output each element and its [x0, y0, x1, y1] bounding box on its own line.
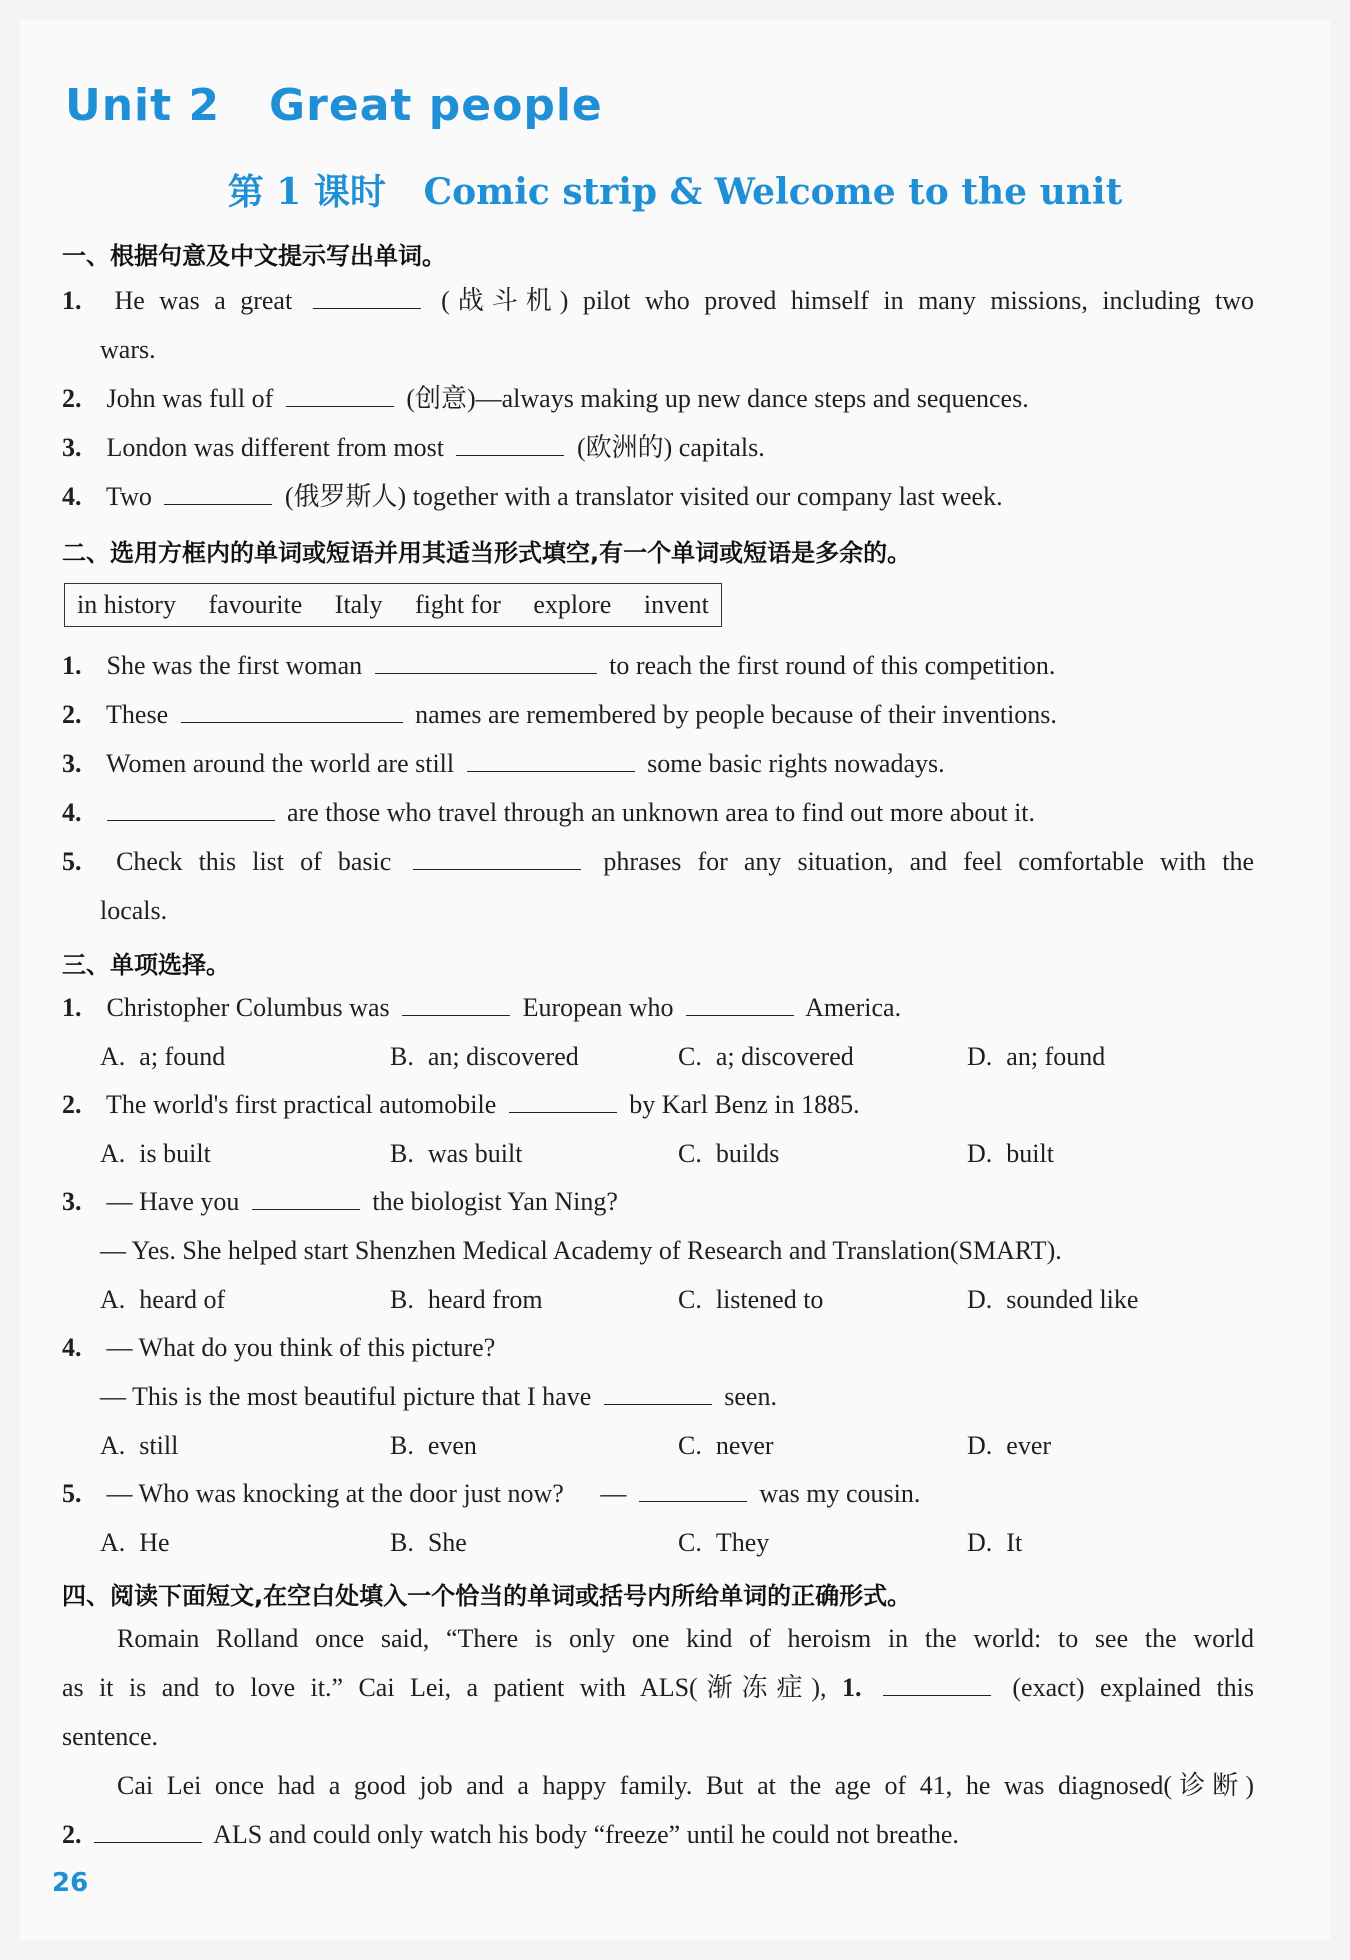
- answer-blank[interactable]: [883, 1673, 991, 1696]
- question-number: 4.: [62, 1333, 82, 1362]
- question-number: 3.: [62, 749, 82, 778]
- answer-blank[interactable]: [181, 700, 403, 723]
- option-c[interactable]: C. builds: [678, 1139, 780, 1168]
- question-text: (创意)—always making up new dance steps and sequences.: [406, 384, 1029, 413]
- question-text: The world's first practical automobile: [106, 1090, 497, 1119]
- question-text: to reach the first round of this competition.: [609, 651, 1056, 680]
- option-b[interactable]: B. She: [390, 1528, 467, 1557]
- word-option: invent: [643, 590, 709, 619]
- option-d[interactable]: D. It: [967, 1528, 1023, 1557]
- answer-blank[interactable]: [467, 749, 635, 772]
- option-c[interactable]: C. never: [678, 1431, 774, 1460]
- option-a[interactable]: A. a; found: [100, 1042, 226, 1071]
- option-b[interactable]: B. even: [390, 1431, 477, 1460]
- word-option: favourite: [208, 590, 303, 619]
- question-text: seen.: [724, 1382, 777, 1411]
- answer-blank[interactable]: [375, 651, 597, 674]
- passage-line: sentence.: [62, 1722, 159, 1751]
- blank-number: 1.: [842, 1673, 862, 1702]
- question-text: was my cousin.: [759, 1479, 921, 1508]
- answer-blank[interactable]: [604, 1382, 712, 1405]
- question-text: (欧洲的) capitals.: [576, 433, 765, 462]
- option-b[interactable]: B. an; discovered: [390, 1042, 579, 1071]
- option-d[interactable]: D. ever: [967, 1431, 1052, 1460]
- option-d[interactable]: D. built: [967, 1139, 1054, 1168]
- question-number: 5.: [62, 847, 82, 876]
- passage-line: [62, 1817, 1254, 1853]
- word-box: [64, 583, 722, 627]
- question-text: John was full of: [106, 384, 274, 413]
- answer-blank[interactable]: [402, 993, 510, 1016]
- word-option: Italy: [334, 590, 383, 619]
- question-text: names are remembered by people because of their inventions.: [415, 700, 1057, 729]
- option-a[interactable]: A. is built: [100, 1139, 211, 1168]
- option-c[interactable]: C. They: [678, 1528, 770, 1557]
- option-a[interactable]: A. He: [100, 1528, 170, 1557]
- question-text: —: [600, 1479, 627, 1508]
- question-number: 1.: [62, 993, 82, 1022]
- option-d[interactable]: D. sounded like: [967, 1285, 1139, 1314]
- section-3-heading: 三、单项选择。: [62, 951, 230, 979]
- question-text: European who: [522, 993, 674, 1022]
- s1-q2: [62, 381, 1254, 417]
- s1-q4: [62, 479, 1254, 515]
- option-a[interactable]: A. heard of: [100, 1285, 226, 1314]
- section-2-heading: 二、选用方框内的单词或短语并用其适当形式填空,有一个单词或短语是多余的。: [62, 539, 912, 567]
- s2-q1: [62, 648, 1254, 684]
- question-text: London was different from most: [106, 433, 444, 462]
- question-number: 2.: [62, 700, 82, 729]
- question-number: 4.: [62, 482, 82, 511]
- question-text: These: [106, 700, 169, 729]
- answer-blank[interactable]: [107, 798, 275, 821]
- question-text: — Have you: [106, 1187, 240, 1216]
- unit-title: Unit 2 Great people: [65, 80, 603, 131]
- question-text: are those who travel through an unknown area to find out more about it.: [287, 798, 1036, 827]
- answer-blank[interactable]: [413, 847, 581, 870]
- question-number: 5.: [62, 1479, 82, 1508]
- option-c[interactable]: C. a; discovered: [678, 1042, 854, 1071]
- word-option: explore: [533, 590, 612, 619]
- answer-blank[interactable]: [94, 1820, 202, 1843]
- option-b[interactable]: B. was built: [390, 1139, 523, 1168]
- answer-blank[interactable]: [456, 433, 564, 456]
- question-text: Christopher Columbus was: [106, 993, 390, 1022]
- passage-text: as it is and to love it.” Cai Lei, a patient with ALS(渐冻症),: [62, 1673, 827, 1702]
- s1-q3: [62, 430, 1254, 466]
- s3-q5: [62, 1476, 1254, 1512]
- question-text: America.: [805, 993, 902, 1022]
- option-d[interactable]: D. an; found: [967, 1042, 1106, 1071]
- s2-q5: [62, 844, 1254, 880]
- question-text: phrases for any situation, and feel comfortable with the: [603, 847, 1255, 876]
- question-text: He was a great: [114, 286, 293, 315]
- s3-q3: [62, 1184, 1254, 1220]
- s2-q2: [62, 697, 1254, 733]
- question-number: 2.: [62, 384, 82, 413]
- lesson-title: 第 1 课时 Comic strip & Welcome to the unit: [227, 171, 1123, 213]
- question-text: — Who was knocking at the door just now?: [106, 1479, 564, 1508]
- option-b[interactable]: B. heard from: [390, 1285, 543, 1314]
- question-text: Two: [106, 482, 152, 511]
- s3-q4-reply: [100, 1379, 1254, 1415]
- question-number: 4.: [62, 798, 82, 827]
- question-number: 1.: [62, 286, 82, 315]
- answer-blank[interactable]: [164, 482, 272, 505]
- question-number: 2.: [62, 1090, 82, 1119]
- question-text: (战斗机) pilot who proved himself in many missions, including two: [441, 286, 1255, 315]
- s3-q3-reply: — Yes. She helped start Shenzhen Medical Academy of Research and Translation(SMART).: [100, 1236, 1062, 1265]
- answer-blank[interactable]: [509, 1090, 617, 1113]
- question-number: 3.: [62, 1187, 82, 1216]
- s1-q1: [62, 283, 1254, 319]
- word-option: in history: [77, 590, 176, 619]
- s3-q1: [62, 990, 1254, 1026]
- passage-line: Cai Lei once had a good job and a happy family. But at the age of 41, he was diagnosed(诊断): [117, 1771, 1254, 1800]
- answer-blank[interactable]: [686, 993, 794, 1016]
- s2-q3: [62, 746, 1254, 782]
- section-4-heading: 四、阅读下面短文,在空白处填入一个恰当的单词或括号内所给单词的正确形式。: [62, 1582, 912, 1610]
- passage-line: Romain Rolland once said, “There is only one kind of heroism in the world: to see the world: [117, 1624, 1254, 1653]
- question-text: — What do you think of this picture?: [106, 1333, 496, 1362]
- passage-text: (exact) explained this: [1012, 1673, 1255, 1702]
- s1-q1-continued: wars.: [100, 335, 156, 364]
- question-number: 3.: [62, 433, 82, 462]
- blank-number: 2.: [62, 1820, 82, 1849]
- question-text: She was the first woman: [106, 651, 363, 680]
- question-text: — This is the most beautiful picture that I have: [100, 1382, 592, 1411]
- option-c[interactable]: C. listened to: [678, 1285, 824, 1314]
- s2-q4: [62, 795, 1254, 831]
- word-option: fight for: [414, 590, 501, 619]
- s3-q2: [62, 1087, 1254, 1123]
- passage-text: ALS and could only watch his body “freeze” until he could not breathe.: [213, 1820, 959, 1849]
- question-text: by Karl Benz in 1885.: [629, 1090, 860, 1119]
- question-text: the biologist Yan Ning?: [372, 1187, 618, 1216]
- question-text: some basic rights nowadays.: [647, 749, 945, 778]
- s2-q5-continued: locals.: [100, 896, 168, 925]
- answer-blank[interactable]: [252, 1187, 360, 1210]
- question-text: Check this list of basic: [116, 847, 392, 876]
- answer-blank[interactable]: [313, 286, 421, 309]
- option-a[interactable]: A. still: [100, 1431, 179, 1460]
- section-1-heading: 一、根据句意及中文提示写出单词。: [62, 242, 446, 270]
- question-text: Women around the world are still: [106, 749, 455, 778]
- page-number: 26: [52, 1868, 89, 1898]
- answer-blank[interactable]: [639, 1479, 747, 1502]
- question-text: (俄罗斯人) together with a translator visited our company last week.: [284, 482, 1003, 511]
- s3-q4: [62, 1330, 1254, 1366]
- question-number: 1.: [62, 651, 82, 680]
- passage-line: [62, 1670, 1254, 1706]
- answer-blank[interactable]: [286, 384, 394, 407]
